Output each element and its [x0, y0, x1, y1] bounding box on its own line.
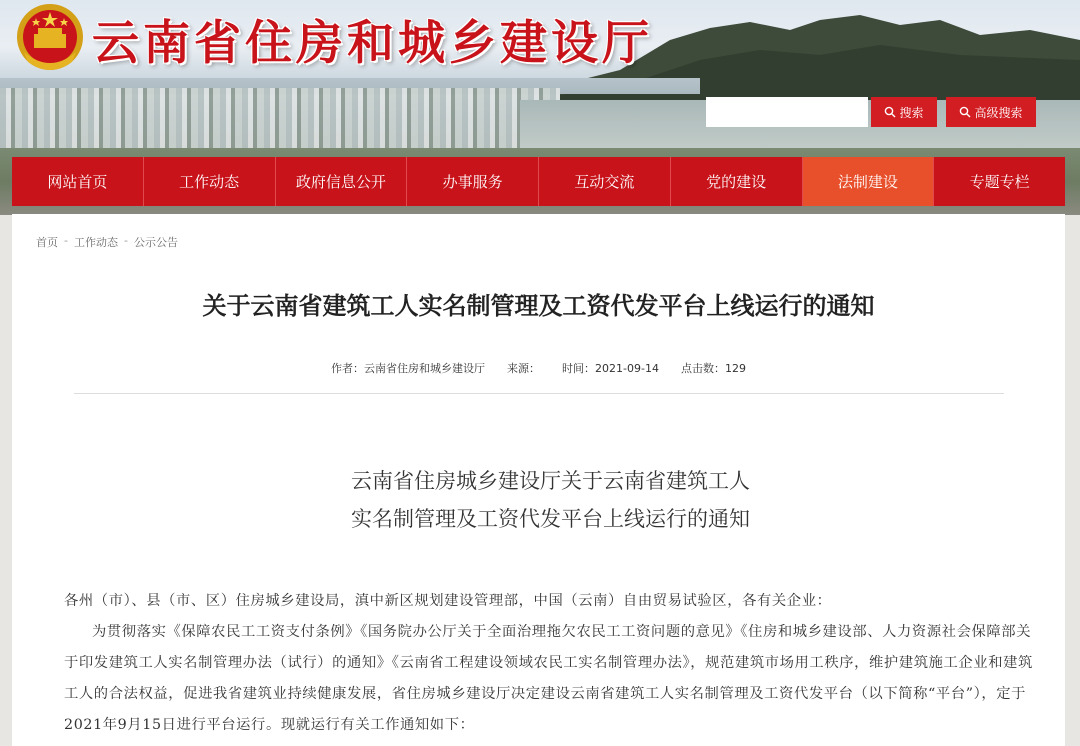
- search-icon: [959, 106, 971, 118]
- nav-item-home[interactable]: 网站首页: [12, 157, 144, 206]
- breadcrumb: [36, 234, 178, 250]
- breadcrumb-work-news[interactable]: 工作动态: [73, 236, 118, 249]
- nav-item-special-topics[interactable]: 专题专栏: [969, 173, 1030, 191]
- advanced-search-label: 高级搜索: [974, 105, 1023, 120]
- meta-time: 时间：2021-09-14: [562, 362, 659, 375]
- nav-item-party-building[interactable]: 党的建设: [671, 157, 803, 206]
- meta-hits: 点击数：129: [680, 362, 746, 375]
- title-divider: [74, 393, 1004, 394]
- meta-author: 作者：云南省住房和城乡建设厅: [331, 362, 486, 375]
- main-nav: [12, 157, 1065, 206]
- search-icon: [884, 106, 896, 118]
- site-title: 云南省住房和城乡建设厅: [92, 16, 653, 71]
- document-title-line1: 云南省住房城乡建设厅关于云南省建筑工人: [351, 469, 750, 493]
- search-input[interactable]: [706, 97, 868, 127]
- breadcrumb-separator: -: [123, 234, 128, 247]
- body-paragraph: 为贯彻落实《保障农民工工资支付条例》《国务院办公厅关于全面治理拖欠农民工工资问题的意见》《住房和城乡建设部、人力资源社会保障部关于印发建筑工人实名制管理办法（试行）的通知》《云南省工程建设领域农民工实名制管理办法》，规范建筑市场用工秩序，维护建筑施工企业和建筑工人的合法权益，促进我省建筑业持续健康发展，省住房城乡建设厅决定建设云南省建筑工人实名制管理及工资代发平台（以下简称“平台”），定于2021年9月15日进行平台运行。现就运行有关工作通知如下：: [64, 624, 1033, 733]
- nav-item-legal[interactable]: 法制建设: [803, 157, 935, 206]
- document-title-line2: 实名制管理及工资代发平台上线运行的通知: [351, 507, 750, 531]
- nav-item-gov-info[interactable]: 政府信息公开: [276, 157, 408, 206]
- breadcrumb-separator: -: [64, 234, 68, 247]
- search-button[interactable]: [871, 97, 937, 127]
- document-title: [12, 462, 1080, 538]
- meta-source: 来源：: [507, 362, 541, 375]
- breadcrumb-announcements[interactable]: 公示公告: [133, 236, 178, 249]
- article-meta: [12, 360, 1065, 376]
- article-body: [64, 586, 1036, 741]
- article-title: 关于云南省建筑工人实名制管理及工资代发平台上线运行的通知: [202, 292, 875, 320]
- nav-item-interaction[interactable]: 互动交流: [539, 157, 671, 206]
- salutation: 各州（市）、县（市、区）住房城乡建设局，滇中新区规划建设管理部，中国（云南）自由贸易试验区，各有关企业：: [64, 593, 832, 609]
- national-emblem-icon: [14, 2, 86, 72]
- breadcrumb-home[interactable]: 首页: [36, 236, 58, 249]
- search-button-label: 搜索: [899, 105, 924, 120]
- nav-item-services[interactable]: 办事服务: [407, 157, 539, 206]
- article-panel: [12, 214, 1065, 746]
- nav-item-work-news[interactable]: 工作动态: [144, 157, 276, 206]
- advanced-search-button[interactable]: [946, 97, 1036, 127]
